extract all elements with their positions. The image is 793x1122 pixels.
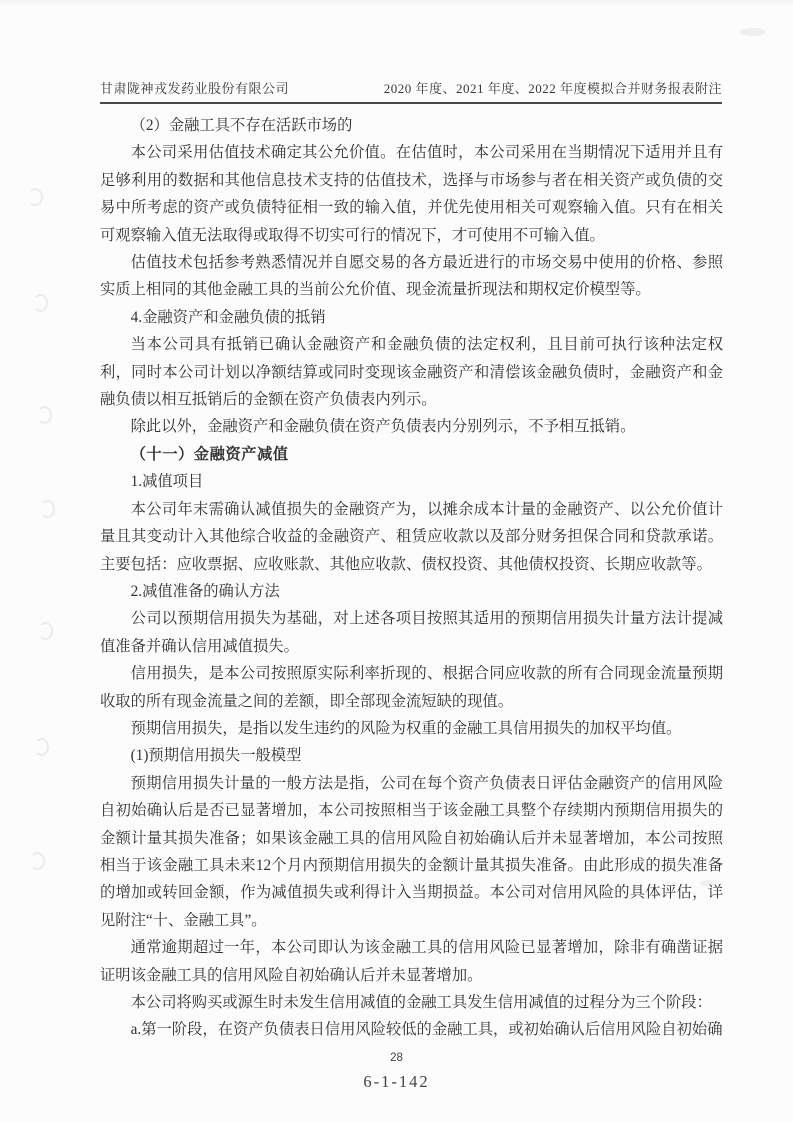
list-heading: 4.金融资产和金融负债的抵销 [130,308,326,326]
section-heading: （十一）金融资产减值 [130,445,289,463]
company-name: 甘肃陇神戎发药业股份有限公司 [100,81,290,96]
document-body [100,112,723,1044]
paragraph: a.第一阶段，在资产负债表日信用风险较低的金融工具，或初始确认后信用风险自初始确 [130,1021,723,1039]
list-heading: 2.减值准备的确认方法 [130,582,280,600]
list-heading: 1.减值项目 [130,473,204,491]
paragraph: 预期信用损失计量的一般方法是指，公司在每个资产负债表日评估金融资产的信用风险自初始确认后是否已显著增加，本公司按照相当于该金融工具整个存续期内预期信用损失的金额计量其损失准备；如果该金融工具的信用风险自初始确认后并未显著增加，本公司按照相当于该金融工具未来12个月内预期信用损失的金额计量其损失准备。由此形成的损失准备的增加或转回金额，作为减值损失或利得计入当期损益。本公司对信用风险的具体评估，详见附注“十、金融工具”。 [100,774,723,929]
list-heading: (1)预期信用损失一般模型 [130,747,302,765]
scan-artifact [28,188,43,206]
scan-artifact [30,852,45,870]
scan-artifact [40,500,55,518]
paragraph: 公司以预期信用损失为基础，对上述各项目按照其适用的预期信用损失计量方法计提减值准备并确认信用减值损失。 [100,610,723,655]
paragraph: 本公司将购买或源生时未发生信用减值的金融工具发生信用减值的过程分为三个阶段： [130,994,712,1011]
scan-artifact [37,406,52,424]
paragraph: 估值技术包括参考熟悉情况并自愿交易的各方最近进行的市场交易中使用的价格、参照实质上相同的其他金融工具的当前公允价值、现金流量折现法和期权定价模型等。 [100,254,723,299]
paragraph: 信用损失，是本公司按照原实际利率折现的、根据合同应收款的所有合同现金流量预期收取的所有现金流量之间的差额，即全部现金流短缺的现值。 [100,665,723,710]
paragraph: 本公司年末需确认减值损失的金融资产为，以摊余成本计量的金融资产、以公允价值计量且其变动计入其他综合收益的金融资产、租赁应收款以及部分财务担保合同和贷款承诺。主要包括：应收票据、应收账款、其他应收款、债权投资、其他债权投资、长期应收款等。 [100,500,723,573]
scan-artifact [34,738,49,756]
document-code: 6-1-142 [363,1072,430,1091]
page-header [100,78,722,104]
paragraph: 通常逾期超过一年，本公司即认为该金融工具的信用风险已显著增加，除非有确凿证据证明该金融工具的信用风险自初始确认后并未显著增加。 [100,939,723,984]
paragraph: 当本公司具有抵销已确认金融资产和金融负债的法定权利，且目前可执行该种法定权利，同时本公司计划以净额结算或同时变现该金融资产和清偿该金融负债时，金融资产和金融负债以相互抵销后的金额在资产负债表内列示。 [100,336,723,409]
report-title: 2020 年度、2021 年度、2022 年度模拟合并财务报表附注 [383,81,722,96]
paragraph: 预期信用损失，是指以发生违约的风险为权重的金融工具信用损失的加权平均值。 [130,719,682,737]
scan-artifact [33,294,48,312]
scan-smudge [740,28,766,36]
paragraph: 本公司采用估值技术确定其公允价值。在估值时，本公司采用在当期情况下适用并且有足够利用的数据和其他信息技术支持的估值技术，选择与市场参与者在相关资产或负债的交易中所考虑的资产或负债特征相一致的输入值，并优先使用相关可观察输入值。只有在相关可观察输入值无法取得或取得不切实可行的情况下，才可使用不可输入值。 [100,144,723,244]
page-number: 28 [390,1052,403,1064]
paragraph: （2）金融工具不存在活跃市场的 [130,117,353,134]
scan-artifact [38,622,53,640]
paragraph: 除此以外，金融资产和金融负债在资产负债表内分别列示，不予相互抵销。 [130,418,636,436]
